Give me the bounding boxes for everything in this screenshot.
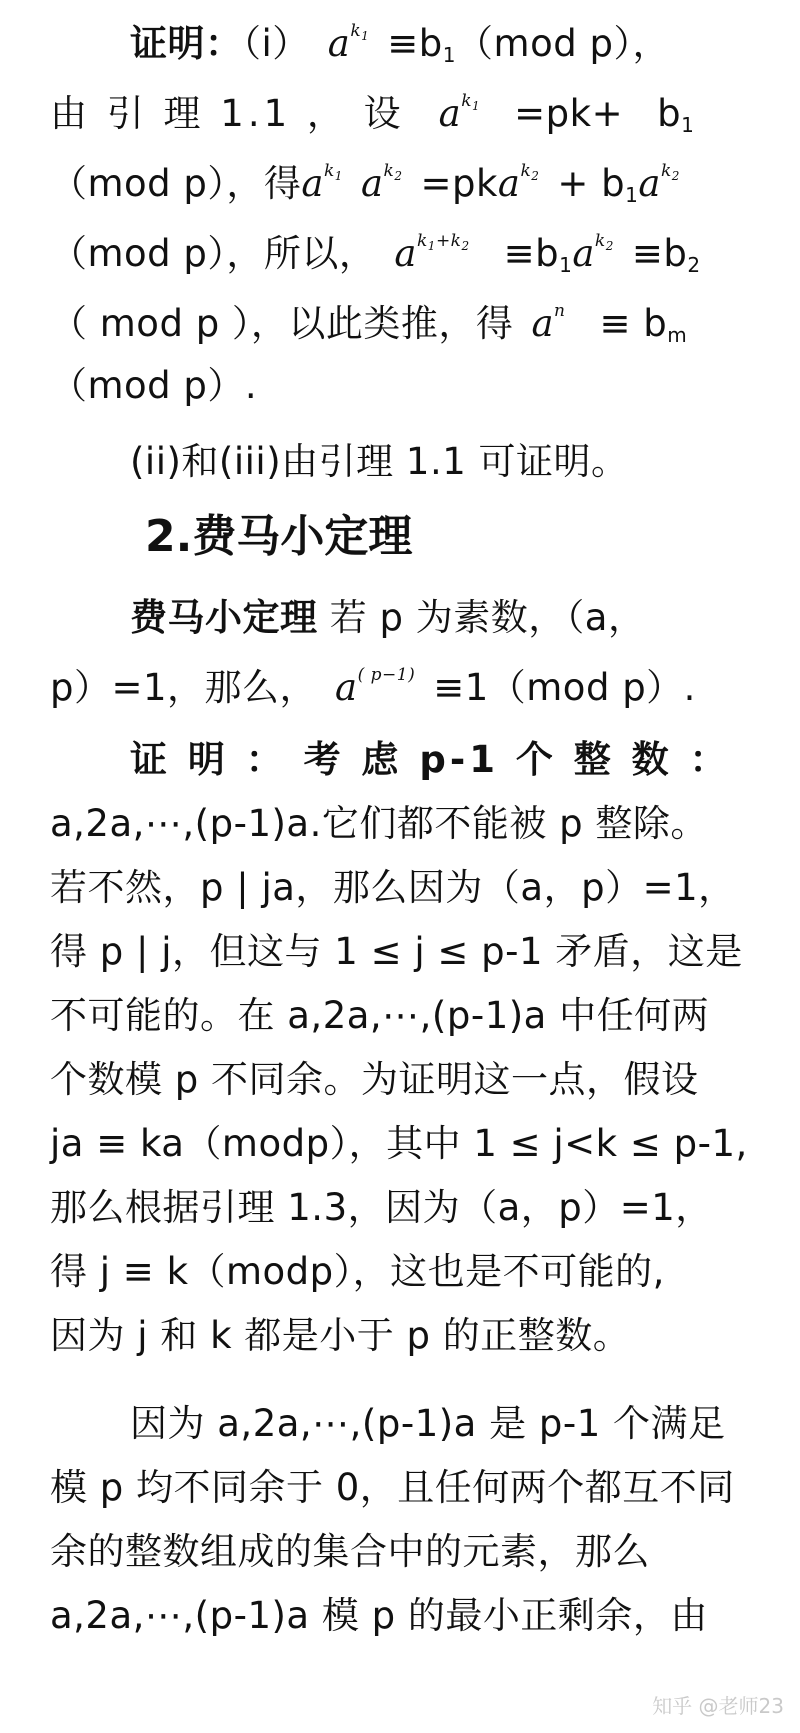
congruence: ≡b	[631, 232, 688, 275]
proof-line-4	[50, 224, 760, 284]
proof-para-line: 个数模 p 不同余。为证明这一点，假设	[50, 1058, 699, 1101]
theorem-text: p）=1，那么，	[50, 666, 318, 709]
math-a: a	[360, 162, 384, 205]
final-para-line: 余的整数组成的集合中的元素，那么	[50, 1530, 650, 1573]
proof-label: 证明：	[130, 22, 243, 65]
exp-p-minus-1: ( p−1)	[357, 665, 416, 685]
sub-1: 1	[681, 113, 695, 137]
proof-line-2	[50, 84, 760, 144]
proof-para-line: ja ≡ ka（modp），其中 1 ≤ j<k ≤ p-1,	[50, 1122, 748, 1165]
sub-1: 1	[625, 183, 639, 207]
math-a: a	[497, 162, 521, 205]
theorem-label: 费马小定理	[130, 596, 318, 639]
by-analogy: （ mod p ），以此类推，得	[50, 302, 514, 345]
remark: (ii)和(iii)由引理 1.1 可证明。	[130, 440, 629, 483]
exp-k1: k1	[350, 21, 370, 43]
proof-para-line: a,2a,⋯,(p-1)a.它们都不能被 p 整除。	[50, 802, 708, 845]
math-a: a	[394, 232, 417, 275]
final-para-line: 因为 a,2a,⋯,(p-1)a 是 p-1 个满足	[130, 1402, 726, 1445]
final-para-line: 模 p 均不同余于 0，且任何两个都互不同	[50, 1466, 735, 1509]
mod-p-suoyi: （mod p），所以，	[50, 232, 377, 275]
exp-k2: k2	[520, 161, 540, 183]
proof-para-line: 得 p | j，但这与 1 ≤ j ≤ p-1 矛盾，这是	[50, 930, 743, 973]
proof-line-6	[50, 356, 760, 416]
math-a: a	[638, 162, 661, 205]
congruence: ≡b	[503, 232, 560, 275]
exp-k1-plus-k2: k1+k2	[416, 231, 470, 253]
proof-para-line: 不可能的。在 a,2a,⋯,(p-1)a 中任何两	[50, 994, 710, 1037]
theorem-text: 若 p 为素数，（a，	[317, 596, 646, 639]
sub-2: 2	[687, 253, 701, 277]
exp-k2: k2	[660, 161, 680, 183]
proof-line-7	[130, 432, 760, 492]
proof-para-line: 证 明 ： 考 虑 p-1 个 整 数 ：	[130, 738, 731, 781]
exp-k1: k1	[323, 161, 343, 183]
math-a: a	[572, 232, 595, 275]
lemma-ref: 由 引 理 1.1 ， 设	[50, 92, 405, 135]
theorem-line-1	[130, 588, 760, 648]
congruence: ≡ b	[599, 302, 668, 345]
mod-p: （mod p），	[456, 22, 670, 65]
exp-k2: k2	[383, 161, 403, 183]
congruence: ≡b	[387, 22, 443, 65]
watermark: 知乎 @老师23	[652, 1694, 784, 1718]
proof-para-line: 那么根据引理 1.3，因为（a，p）=1，	[50, 1186, 713, 1229]
proof-para-line: 因为 j 和 k 都是小于 p 的正整数。	[50, 1314, 631, 1357]
sub-m: m	[667, 323, 688, 347]
final-para-line: a,2a,⋯,(p-1)a 模 p 的最小正剩余，由	[50, 1594, 708, 1637]
b: b	[657, 92, 682, 135]
theorem-congruence: ≡1（mod p）.	[433, 666, 696, 709]
eq-pk: =pk	[420, 162, 498, 205]
math-a: a	[327, 22, 351, 65]
eq-pk: =pk+	[514, 92, 624, 135]
section-heading: 2.费马小定理	[145, 511, 413, 562]
exp-k1: k1	[461, 91, 481, 113]
plus-b: + b	[557, 162, 626, 205]
mod-p-de: （mod p），得	[50, 162, 302, 205]
theorem-line-2	[50, 658, 760, 718]
proof-line-1	[130, 14, 760, 74]
proof-para-line: 若不然，p | ja，那么因为（a，p）=1，	[50, 866, 736, 909]
math-a: a	[438, 92, 462, 135]
math-a: a	[531, 302, 554, 345]
proof-para-line: 得 j ≡ k（modp），这也是不可能的,	[50, 1250, 665, 1293]
exp-n: n	[554, 301, 566, 321]
math-a: a	[301, 162, 324, 205]
sub-1: 1	[442, 43, 457, 67]
case-i: （i）	[242, 22, 310, 65]
proof-line-5	[50, 294, 760, 354]
exp-k2: k2	[594, 231, 614, 253]
math-a: a	[335, 666, 358, 709]
mod-p-end: （mod p）.	[50, 364, 258, 407]
proof-line-3	[50, 154, 760, 214]
sub-1: 1	[559, 253, 573, 277]
